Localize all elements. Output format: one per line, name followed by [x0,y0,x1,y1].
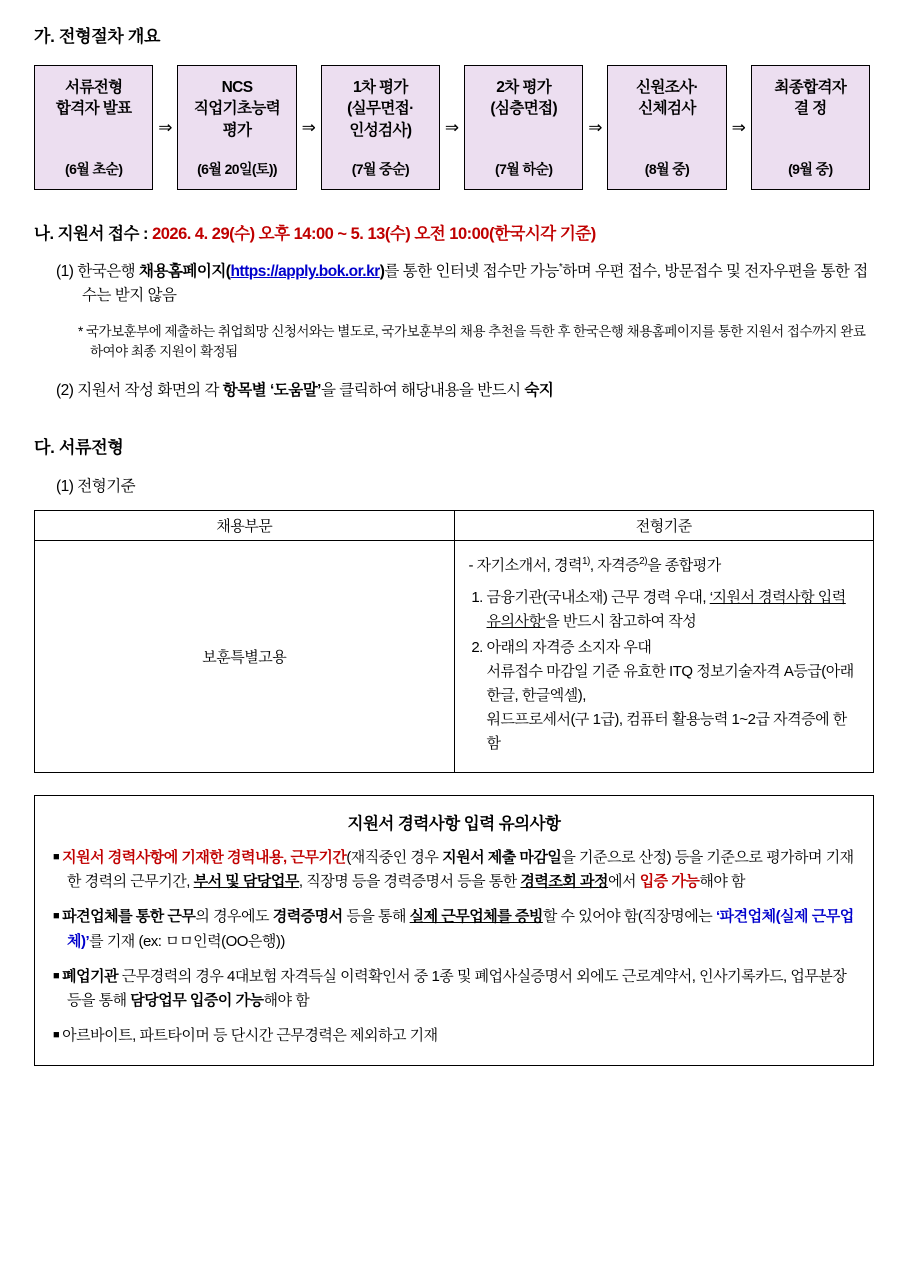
apply-item-2-text-1: 지원서 작성 화면의 각 [77,381,223,399]
criteria-item-2-detail-2: 워드프로세서(구 1급), 컴퓨터 활용능력 1~2급 자격증에 한함 [486,710,847,752]
apply-item-1-text-2: 를 통한 인터넷 접수만 가능 [384,263,559,281]
apply-item-1-number: (1) [56,263,78,281]
notice-bullet [53,965,855,1014]
flow-step [321,65,440,190]
criteria-sup-2: 2) [639,555,648,567]
flow-step-date: (6월 초순) [65,161,123,177]
flow-arrow-icon: ⇒ [444,117,460,137]
flow-step [607,65,726,190]
notice-text-run: 할 수 있어야 함(직장명에는 [542,908,716,926]
notice-text-run: 지원서 경력사항에 기재한 경력내용, 근무기간 [62,848,347,866]
flow-step-label: 1차 평가 [352,79,408,96]
section-heading-a: 가. 전형절차 개요 [34,27,161,46]
flow-step [177,65,296,190]
notice-text-run: 해야 함 [263,992,310,1010]
section-heading-c: 다. 서류전형 [34,437,124,457]
table-row [35,540,874,772]
criteria-item-1-underline: ‘지원서 경력사항 입력 유의사항‘ [486,588,846,630]
criteria-list [469,586,860,756]
table-cell-category: 보훈특별고용 [35,540,455,772]
flow-step-label: (실무면접· [347,100,414,118]
process-flow-diagram [34,65,870,190]
notice-text-run: 입증 가능 [639,873,700,890]
notice-text-run: 아르바이트, 파트타이머 등 단시간 근무경력은 제외하고 기재 [62,1027,438,1045]
criteria-item-2-detail-1: 서류접수 마감일 기준 유효한 ITQ 정보기술자격 A등급(아래한글, 한글엑셀), [486,662,854,704]
notice-text-run: 해야 함 [699,873,745,890]
criteria-list-item [487,586,860,634]
help-text-emphasis: 항목별 ‘도움말’ [222,381,321,399]
notice-text-run: (재직중인 경우 [346,848,443,866]
apply-item-2-text-2: 을 클릭하여 해당내용을 반드시 [321,381,525,399]
flow-step-label: 신체검사 [638,100,696,118]
flow-step-label: (심층면접) [490,100,558,118]
notice-text-run: 부서 및 담당업무 [193,873,299,890]
flow-arrow-icon: ⇒ [588,117,603,137]
notice-text-run: 를 기재 (ex: ㅁㅁ인력(OO은행)) [89,932,285,950]
notice-text-run: 을 기준으로 산정) 등을 기준으로 평가하며 기재한 경력의 근무기간, [67,848,854,890]
apply-item-2 [56,379,870,403]
notice-bullet [53,1024,855,1048]
notice-text-run: 실제 근무업체를 증빙 [409,908,543,926]
criteria-lead-text-2: , 자격증 [589,556,640,574]
notice-text-run: 지원서 제출 마감일 [442,848,562,866]
apply-item-1 [56,260,870,308]
section-c-sub-1: (1) 전형기준 [56,477,136,495]
criteria-lead-text-1: - 자기소개서, 경력 [468,556,582,574]
section-heading-b [34,220,870,244]
flow-step-label: NCS [221,79,253,96]
apply-footnote: * 국가보훈부에 제출하는 취업희망 신청서와는 별도로, 국가보훈부의 채용 추천을 득한 후 한국은행 채용홈페이지를 통한 지원서 접수까지 완료하여야 최종 지원이 확정됨 [78,324,866,360]
flow-arrow-icon: ⇒ [731,117,746,137]
notice-text-run: 경력증명서 [272,908,343,926]
apply-item-2-emphasis-2: 숙지 [524,381,554,399]
section-b-prefix: 나. 지원서 접수 : [34,225,153,243]
apply-homepage-link[interactable]: https://apply.bok.or.kr [230,263,380,281]
criteria-item-1-suffix: 을 반드시 참고하여 작성 [545,612,697,630]
criteria-item-1-prefix: 금융기관(국내소재) 근무 경력 우대, [486,588,710,606]
notice-text-run: 경력조회 과정 [520,873,609,890]
table-cell-criteria [454,540,874,772]
flow-step-label: 결 정 [794,100,827,118]
criteria-item-2-prefix: 아래의 자격증 소지자 우대 [486,638,652,656]
notice-text-run: 의 경우에도 [195,908,273,926]
flow-step-label: 서류전형 [64,79,123,96]
notice-bullet [53,846,855,895]
criteria-sup-1: 1) [581,555,590,567]
notice-text-run: 폐업기관 [62,967,119,985]
notice-bullet [53,905,855,954]
apply-homepage-paren-close: ) [379,263,385,281]
flow-step-label: 인성검사) [349,121,412,139]
flow-step-date: (6월 20일(토)) [197,161,277,177]
flow-step [751,65,870,190]
notice-text-run: 에서 [608,873,640,890]
flow-step-label: 직업기초능력 [193,100,281,118]
bullet-square-icon: ■ [53,969,60,982]
footnote-marker: * [558,262,563,273]
criteria-list-item [487,636,860,756]
flow-step-date: (7월 중순) [351,161,410,177]
flow-arrow-icon: ⇒ [158,117,173,137]
notice-text-run: 등을 통해 [342,908,410,926]
apply-homepage-label: 채용홈페이지( [138,263,231,281]
flow-step-label: 최종합격자 [774,79,847,96]
flow-step-date: (7월 하순) [495,161,553,177]
criteria-lead-text-3: 을 종합평가 [647,556,721,574]
apply-item-1-text-1: 한국은행 [77,263,139,281]
criteria-table [34,510,874,773]
notice-text-run: 근무경력의 경우 4대보험 자격득실 이력확인서 중 1종 및 폐업사실증명서 외에도 근로계약서, 인사기록카드, 업무분장 등을 통해 [67,967,847,1010]
flow-step-date: (9월 중) [788,161,833,177]
criteria-lead-line [469,554,860,578]
flow-step [464,65,583,190]
notice-text-run: ‘파견업체(실제 근무업체)’ [67,908,854,950]
table-header-row [35,510,874,540]
flow-step-label: 2차 평가 [496,79,552,96]
flow-arrow-icon: ⇒ [301,117,316,137]
table-header-category: 채용부문 [35,510,455,540]
bullet-square-icon: ■ [53,1029,60,1042]
bullet-square-icon: ■ [53,910,60,923]
apply-item-1-text-3: 하며 우편 접수, 방문접수 및 전자우편을 통한 접수는 받지 않음 [82,263,868,305]
application-period: 2026. 4. 29(수) 오후 14:00 ~ 5. 13(수) 오전 10:00(한국시각 기준) [152,225,596,243]
career-notice-title: 지원서 경력사항 입력 유의사항 [347,814,561,833]
flow-step-label: 신원조사· [636,79,699,96]
notice-text-run: 담당업무 입증이 가능 [130,992,264,1010]
apply-item-2-number: (2) [56,381,78,399]
table-header-criteria: 전형기준 [454,510,874,540]
flow-step-label: 평가 [222,121,252,139]
flow-step [34,65,153,190]
bullet-square-icon: ■ [53,850,60,863]
flow-step-label: 합격자 발표 [55,100,132,118]
notice-text-run: , 직장명 등을 경력증명서 등을 통한 [298,873,521,890]
career-notice-box [34,795,874,1066]
notice-text-run: 파견업체를 통한 근무 [62,908,196,926]
flow-step-date: (8월 중) [644,161,690,177]
